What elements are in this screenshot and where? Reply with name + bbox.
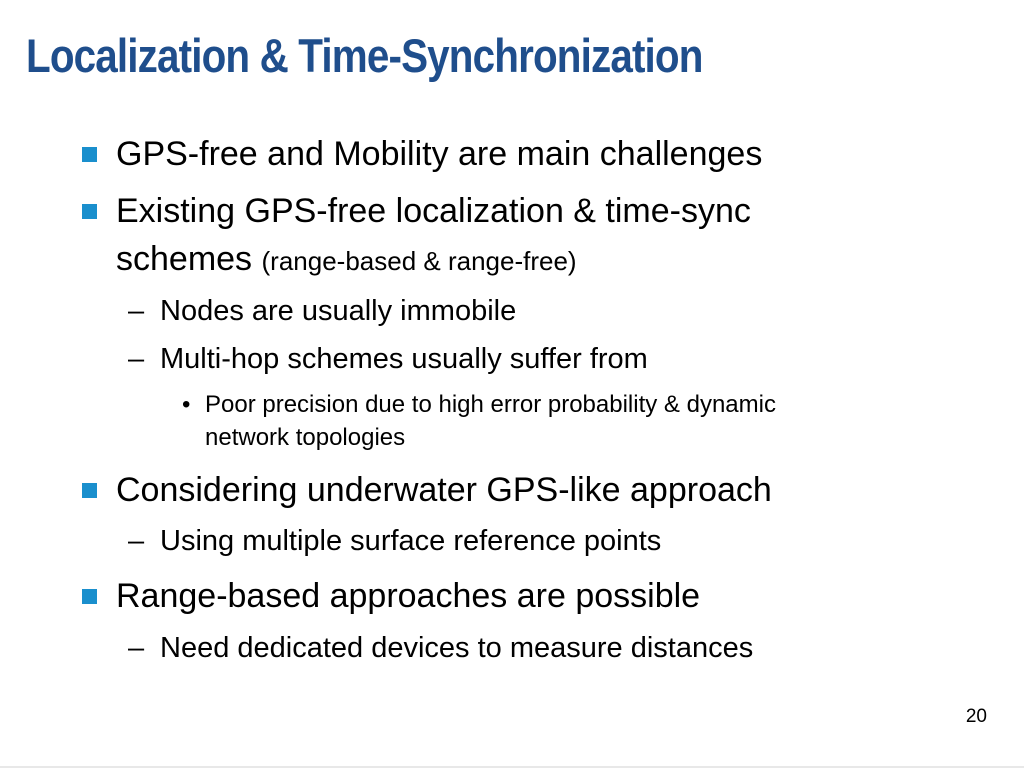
square-bullet-icon: [82, 589, 97, 604]
square-bullet-icon: [82, 483, 97, 498]
dash-bullet-icon: –: [128, 525, 145, 557]
square-bullet-icon: [82, 147, 97, 162]
sub-bullet-item: Using multiple surface reference points: [160, 525, 662, 557]
dash-bullet-icon: –: [128, 343, 145, 375]
bullet-item: GPS-free and Mobility are main challenges: [116, 135, 763, 173]
dash-bullet-icon: –: [128, 632, 145, 664]
sub-bullet-item: Multi-hop schemes usually suffer from: [160, 343, 648, 375]
bullet-item: Existing GPS-free localization & time-sync: [116, 192, 751, 230]
dot-bullet-icon: •: [182, 391, 191, 418]
dash-bullet-icon: –: [128, 295, 145, 327]
bullet-note: (range-based & range-free): [261, 246, 577, 276]
sub-bullet-item: Nodes are usually immobile: [160, 295, 517, 327]
slide-title: Localization & Time-Synchronization: [26, 29, 703, 82]
square-bullet-icon: [82, 204, 97, 219]
bullet-item-continuation: [116, 239, 577, 281]
sub-sub-bullet-continuation: network topologies: [205, 424, 406, 451]
sub-sub-bullet-item: Poor precision due to high error probability & dynamic: [205, 391, 776, 418]
page-number: 20: [965, 706, 987, 727]
sub-bullet-item: Need dedicated devices to measure distances: [160, 632, 754, 664]
bullet-item: Range-based approaches are possible: [116, 577, 701, 615]
bullet-text: schemes: [116, 240, 253, 278]
bullet-item: Considering underwater GPS-like approach: [116, 471, 772, 509]
